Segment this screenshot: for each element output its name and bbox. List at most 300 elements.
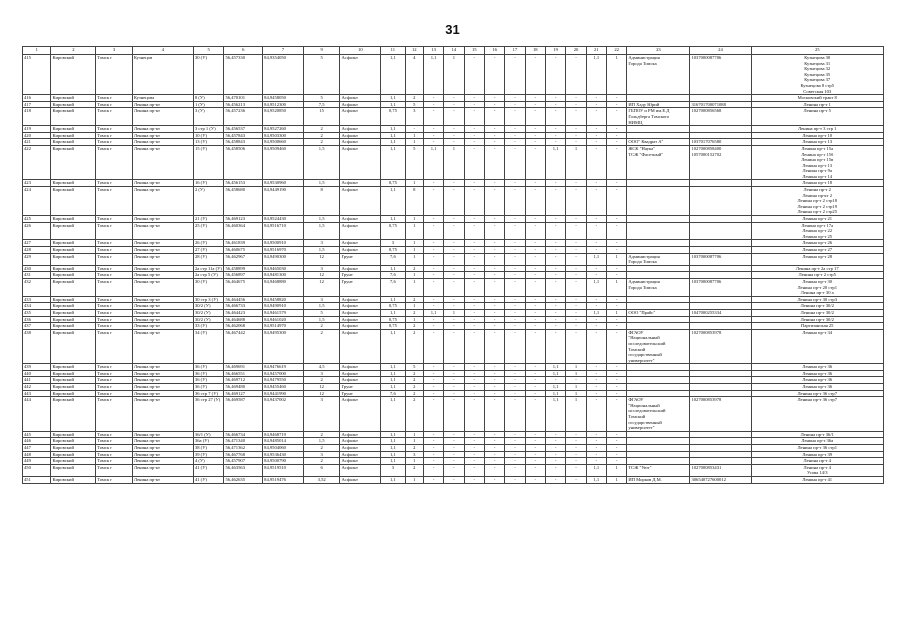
- cell-district: Кировский: [51, 240, 96, 247]
- cell-v11: 1,1: [381, 101, 405, 108]
- cell-address: [751, 309, 884, 316]
- owner-line: Города Томска: [628, 284, 657, 290]
- cell-v13: -: [423, 316, 443, 323]
- cell-v14: -: [444, 101, 464, 108]
- cell-lat: 56,466551: [224, 370, 263, 377]
- cell-v18: -: [525, 329, 545, 364]
- address-line: Кузнецова 8 стр5: [800, 82, 835, 88]
- cell-id: 416: [23, 95, 51, 102]
- cell-district: Кировский: [51, 139, 96, 146]
- cell-v19: -: [545, 323, 565, 330]
- address-line: Ленина пр-т 2 стр18: [797, 198, 838, 204]
- cell-surface: Асфальт: [340, 458, 381, 465]
- cell-v13: -: [423, 323, 443, 330]
- cell-house: 36/1 (У): [193, 431, 224, 438]
- cell-owner: [627, 272, 690, 279]
- cell-v13: -: [423, 476, 443, 483]
- cell-v15: -: [464, 451, 484, 458]
- cell-owner: [627, 364, 690, 371]
- cell-ogrn: [690, 180, 751, 187]
- cell-house: 4 (У): [193, 458, 224, 465]
- cell-city: Томск г: [96, 451, 133, 458]
- cell-v12: 5: [405, 145, 423, 180]
- cell-v18: -: [525, 126, 545, 133]
- cell-lat: 56,464456: [224, 296, 263, 303]
- cell-district: Кировский: [51, 247, 96, 254]
- cell-lon: 84,9516710: [263, 222, 304, 240]
- cell-id: 419: [23, 126, 51, 133]
- cell-v19: -: [545, 296, 565, 303]
- cell-surface: Асфальт: [340, 451, 381, 458]
- address-line: Ленина пр-т 27: [802, 247, 833, 252]
- waste-site-registry-table: [22, 46, 884, 484]
- table-row: [23, 431, 884, 438]
- cell-v22: -: [607, 329, 627, 364]
- cell-surface: Асфальт: [340, 216, 381, 223]
- cell-lat: 56,464675: [224, 278, 263, 296]
- cell-area: 2: [303, 132, 340, 139]
- cell-house: 25 (У): [193, 222, 224, 240]
- cell-area: 12: [303, 384, 340, 391]
- cell-surface: Асфальт: [340, 240, 381, 247]
- cell-v14: -: [444, 95, 464, 102]
- cell-district: Кировский: [51, 476, 96, 483]
- cell-city: Томск г: [96, 126, 133, 133]
- cell-id: 422: [23, 145, 51, 180]
- owner-line: государственный: [628, 419, 662, 425]
- cell-v22: -: [607, 247, 627, 254]
- cell-v15: -: [464, 126, 484, 133]
- ogrn-line: 1027000858400: [691, 145, 722, 151]
- cell-owner: [627, 126, 690, 133]
- cell-v13: -: [423, 187, 443, 216]
- cell-v17: -: [505, 187, 525, 216]
- cell-district: Кировский: [51, 445, 96, 452]
- cell-city: Томск г: [96, 265, 133, 272]
- cell-v14: -: [444, 296, 464, 303]
- cell-city: Томск г: [96, 145, 133, 180]
- ogrn-line: 1057000152702: [691, 151, 722, 157]
- cell-house: 36а (У): [193, 438, 224, 445]
- cell-district: Кировский: [51, 55, 96, 95]
- cell-v18: -: [525, 180, 545, 187]
- cell-v20: -: [566, 438, 586, 445]
- page-number: 31: [445, 22, 460, 37]
- table-row: [23, 247, 884, 254]
- cell-house: 3 (У): [193, 108, 224, 126]
- column-number: 15: [464, 47, 484, 55]
- table-row: [23, 323, 884, 330]
- cell-owner: [627, 445, 690, 452]
- cell-v21: 1,1: [586, 476, 606, 483]
- cell-v21: -: [586, 265, 606, 272]
- address-line: Ленина пр-т 25: [802, 233, 833, 239]
- cell-street: Ленина пр-кт: [132, 101, 193, 108]
- cell-v19: -: [545, 316, 565, 323]
- cell-house: 36 (У): [193, 370, 224, 377]
- cell-street: Кузнецова: [132, 95, 193, 102]
- address-line: Ленина пр-т 2 стр5: [798, 272, 836, 278]
- cell-v15: -: [464, 390, 484, 397]
- cell-lon: 84,9476619: [263, 364, 304, 371]
- address-line: Ленина пр-т 41: [802, 476, 833, 482]
- cell-lon: 84,9455460: [263, 384, 304, 391]
- cell-v18: -: [525, 139, 545, 146]
- cell-v12: -: [405, 126, 423, 133]
- owner-line: Города Томска: [628, 259, 657, 265]
- cell-district: Кировский: [51, 278, 96, 296]
- cell-v22: -: [607, 303, 627, 310]
- cell-v13: -: [423, 370, 443, 377]
- table-row: [23, 397, 884, 432]
- cell-v14: 1: [444, 309, 464, 316]
- cell-house: 30/2 (У): [193, 316, 224, 323]
- cell-v20: -: [566, 278, 586, 296]
- cell-house: 16 (У): [193, 180, 224, 187]
- cell-house: 3 стр 1 (У): [193, 126, 224, 133]
- cell-owner: [627, 476, 690, 483]
- cell-city: Томск г: [96, 240, 133, 247]
- cell-v18: -: [525, 216, 545, 223]
- cell-address: [751, 296, 884, 303]
- cell-v20: -: [566, 132, 586, 139]
- cell-house: 34 (У): [193, 329, 224, 364]
- ogrn-line: 306540727600012: [691, 476, 726, 482]
- cell-v20: -: [566, 187, 586, 216]
- cell-area: 5: [303, 95, 340, 102]
- cell-v20: -: [566, 296, 586, 303]
- cell-v17: -: [505, 272, 525, 279]
- address-line: Ленина пр-кт 2: [802, 192, 833, 198]
- cell-owner: [627, 187, 690, 216]
- address-line: Ленина пр-т 36: [802, 370, 833, 376]
- cell-v12: 2: [405, 323, 423, 330]
- cell-v21: -: [586, 101, 606, 108]
- cell-v17: -: [505, 445, 525, 452]
- cell-v17: -: [505, 390, 525, 397]
- cell-id: 445: [23, 431, 51, 438]
- cell-v17: -: [505, 458, 525, 465]
- column-number: 23: [627, 47, 690, 55]
- cell-v12: 8: [405, 187, 423, 216]
- cell-house: 41 (У): [193, 476, 224, 483]
- cell-v12: 2: [405, 95, 423, 102]
- column-number: 16: [484, 47, 504, 55]
- cell-v15: -: [464, 329, 484, 364]
- cell-v18: -: [525, 451, 545, 458]
- cell-v22: -: [607, 265, 627, 272]
- cell-lat: 56,461839: [224, 240, 263, 247]
- cell-v15: -: [464, 323, 484, 330]
- cell-v21: -: [586, 95, 606, 102]
- cell-city: Томск г: [96, 438, 133, 445]
- cell-v17: -: [505, 309, 525, 316]
- cell-lon: 84,9504060: [263, 445, 304, 452]
- cell-v20: -: [566, 265, 586, 272]
- cell-v20: -: [566, 309, 586, 316]
- cell-v22: -: [607, 187, 627, 216]
- cell-v15: -: [464, 55, 484, 95]
- cell-surface: Грунт: [340, 384, 381, 391]
- cell-v20: -: [566, 95, 586, 102]
- cell-v15: -: [464, 108, 484, 126]
- cell-address: [751, 278, 884, 296]
- owner-line: государственный: [628, 352, 662, 358]
- cell-v11: 1,1: [381, 384, 405, 391]
- cell-surface: Грунт: [340, 390, 381, 397]
- cell-v16: -: [484, 132, 504, 139]
- cell-v11: 1,1: [381, 296, 405, 303]
- cell-area: 2: [303, 139, 340, 146]
- cell-surface: Асфальт: [340, 329, 381, 364]
- cell-v15: -: [464, 431, 484, 438]
- cell-surface: Асфальт: [340, 180, 381, 187]
- cell-district: Кировский: [51, 253, 96, 265]
- table-row: [23, 390, 884, 397]
- cell-lat: 56,471340: [224, 438, 263, 445]
- cell-v19: 1,1: [545, 145, 565, 180]
- cell-ogrn: [690, 265, 751, 272]
- cell-v16: -: [484, 445, 504, 452]
- cell-v19: -: [545, 451, 565, 458]
- cell-id: 430: [23, 265, 51, 272]
- cell-v13: -: [423, 101, 443, 108]
- cell-v16: -: [484, 126, 504, 133]
- address-line: Ленина пр-т 20 стр1: [797, 284, 838, 290]
- cell-lon: 84,9520850: [263, 108, 304, 126]
- cell-v19: -: [545, 240, 565, 247]
- cell-v13: -: [423, 247, 443, 254]
- cell-v14: -: [444, 445, 464, 452]
- cell-v15: -: [464, 384, 484, 391]
- cell-v21: -: [586, 240, 606, 247]
- cell-address: [751, 253, 884, 265]
- cell-surface: Асфальт: [340, 364, 381, 371]
- cell-v21: 1,1: [586, 464, 606, 476]
- cell-v22: -: [607, 180, 627, 187]
- cell-owner: [627, 139, 690, 146]
- cell-v18: -: [525, 132, 545, 139]
- cell-v18: -: [525, 377, 545, 384]
- address-line: Советская 103: [803, 88, 832, 94]
- cell-v20: -: [566, 180, 586, 187]
- cell-v19: -: [545, 431, 565, 438]
- cell-v15: -: [464, 95, 484, 102]
- cell-city: Томск г: [96, 384, 133, 391]
- cell-v20: -: [566, 126, 586, 133]
- cell-area: 2: [303, 126, 340, 133]
- cell-v18: -: [525, 464, 545, 476]
- cell-district: Кировский: [51, 316, 96, 323]
- cell-v13: -: [423, 272, 443, 279]
- cell-v11: 0,75: [381, 303, 405, 310]
- cell-v13: -: [423, 126, 443, 133]
- cell-v16: -: [484, 145, 504, 180]
- cell-lat: 56,458899: [224, 265, 263, 272]
- cell-v13: 1,1: [423, 309, 443, 316]
- cell-v14: -: [444, 438, 464, 445]
- cell-v19: -: [545, 108, 565, 126]
- owner-line: исследовательский: [628, 408, 666, 414]
- cell-lat: 56,462068: [224, 323, 263, 330]
- table-row: [23, 55, 884, 95]
- cell-ogrn: [690, 384, 751, 391]
- address-line: Ленина пр-т 36 стр7: [797, 390, 838, 396]
- cell-v22: -: [607, 431, 627, 438]
- cell-v14: -: [444, 240, 464, 247]
- cell-v14: -: [444, 247, 464, 254]
- table-row: [23, 451, 884, 458]
- cell-v11: 0,75: [381, 180, 405, 187]
- cell-surface: Асфальт: [340, 222, 381, 240]
- cell-v16: -: [484, 438, 504, 445]
- cell-street: Ленина пр-кт: [132, 180, 193, 187]
- cell-surface: Грунт: [340, 253, 381, 265]
- cell-area: 3: [303, 397, 340, 432]
- cell-lon: 84,9354050: [263, 55, 304, 95]
- cell-lat: 56,469587: [224, 397, 263, 432]
- cell-lon: 84,9524430: [263, 216, 304, 223]
- cell-city: Томск г: [96, 377, 133, 384]
- cell-v11: 1,1: [381, 431, 405, 438]
- cell-v17: -: [505, 438, 525, 445]
- cell-v16: -: [484, 139, 504, 146]
- cell-area: 3: [303, 296, 340, 303]
- cell-district: Кировский: [51, 384, 96, 391]
- cell-surface: Асфальт: [340, 187, 381, 216]
- cell-city: Томск г: [96, 323, 133, 330]
- cell-lon: 84,9536430: [263, 451, 304, 458]
- cell-v12: 2: [405, 377, 423, 384]
- cell-v14: -: [444, 265, 464, 272]
- owner-line: ООО" Квадрат А": [628, 139, 664, 145]
- ogrn-line: 1037017076580: [691, 139, 722, 145]
- cell-house: 27 (У): [193, 247, 224, 254]
- cell-address: [751, 329, 884, 364]
- cell-v22: -: [607, 438, 627, 445]
- cell-id: 451: [23, 476, 51, 483]
- cell-owner: [627, 55, 690, 95]
- cell-v12: 2: [405, 464, 423, 476]
- table-row: [23, 476, 884, 483]
- cell-v20: -: [566, 431, 586, 438]
- address-line: Ленина пр-т 2 стр19: [797, 203, 838, 209]
- cell-v17: -: [505, 316, 525, 323]
- cell-surface: Асфальт: [340, 145, 381, 180]
- cell-area: 12: [303, 253, 340, 265]
- cell-district: Кировский: [51, 458, 96, 465]
- cell-v14: -: [444, 431, 464, 438]
- cell-v17: -: [505, 451, 525, 458]
- cell-v16: -: [484, 451, 504, 458]
- cell-lon: 84,9479550: [263, 377, 304, 384]
- cell-v20: -: [566, 240, 586, 247]
- cell-v22: -: [607, 364, 627, 371]
- cell-street: Ленина пр-кт: [132, 316, 193, 323]
- cell-v22: -: [607, 95, 627, 102]
- cell-owner: [627, 431, 690, 438]
- cell-v18: -: [525, 431, 545, 438]
- cell-area: 2: [303, 377, 340, 384]
- cell-owner: [627, 316, 690, 323]
- ogrn-line: 1027000853978: [691, 329, 722, 335]
- address-line: Ленина пр-т 34: [802, 329, 833, 335]
- address-line: Ленина пр-т 15в: [801, 157, 834, 163]
- cell-v14: -: [444, 377, 464, 384]
- owner-line: "Национальный: [628, 335, 660, 341]
- cell-lat: 56,467442: [224, 329, 263, 364]
- column-number: 17: [505, 47, 525, 55]
- cell-ogrn: [690, 145, 751, 180]
- cell-v22: 1: [607, 464, 627, 476]
- cell-city: Томск г: [96, 272, 133, 279]
- cell-v11: 0,75: [381, 222, 405, 240]
- cell-v20: -: [566, 303, 586, 310]
- owner-line: ТСЖ "Уют": [628, 464, 652, 470]
- cell-lat: 56,457236: [224, 108, 263, 126]
- cell-house: 15 (У): [193, 145, 224, 180]
- cell-v16: -: [484, 222, 504, 240]
- cell-v20: 1: [566, 370, 586, 377]
- cell-district: Кировский: [51, 216, 96, 223]
- cell-v19: -: [545, 253, 565, 265]
- cell-street: Ленина пр-кт: [132, 397, 193, 432]
- cell-area: 2: [303, 323, 340, 330]
- ogrn-line: 1037000087706: [691, 253, 722, 259]
- cell-ogrn: [690, 377, 751, 384]
- owner-line: Томский: [628, 346, 646, 352]
- cell-v19: 1,1: [545, 397, 565, 432]
- cell-v22: -: [607, 222, 627, 240]
- address-line: Ленина пр-т 36: [802, 384, 833, 390]
- cell-v21: -: [586, 132, 606, 139]
- cell-ogrn: [690, 370, 751, 377]
- owner-line: НИМЦ: [628, 119, 643, 125]
- cell-v20: 1: [566, 390, 586, 397]
- cell-house: 36 (У): [193, 377, 224, 384]
- cell-v15: -: [464, 296, 484, 303]
- cell-v18: -: [525, 253, 545, 265]
- cell-owner: [627, 265, 690, 272]
- column-number: 11: [381, 47, 405, 55]
- cell-v15: -: [464, 132, 484, 139]
- cell-v21: -: [586, 145, 606, 180]
- cell-v17: -: [505, 216, 525, 223]
- cell-owner: [627, 240, 690, 247]
- cell-v21: -: [586, 222, 606, 240]
- cell-v17: -: [505, 95, 525, 102]
- address-line: Ленина пр-т 13: [802, 162, 833, 168]
- cell-address: [751, 132, 884, 139]
- cell-v17: -: [505, 180, 525, 187]
- cell-v12: 4: [405, 55, 423, 95]
- ogrn-line: 1027000853978: [691, 397, 722, 403]
- cell-v16: -: [484, 384, 504, 391]
- cell-district: Кировский: [51, 101, 96, 108]
- cell-v13: -: [423, 377, 443, 384]
- cell-v13: -: [423, 240, 443, 247]
- cell-v17: -: [505, 397, 525, 432]
- cell-v14: 1: [444, 145, 464, 180]
- cell-v15: -: [464, 370, 484, 377]
- cell-area: 2: [303, 445, 340, 452]
- cell-area: 6: [303, 464, 340, 476]
- cell-ogrn: [690, 451, 751, 458]
- cell-v21: -: [586, 451, 606, 458]
- cell-v20: -: [566, 451, 586, 458]
- ogrn-line: 1047000255334: [691, 309, 722, 315]
- ogrn-line: 1027000853431: [691, 464, 722, 470]
